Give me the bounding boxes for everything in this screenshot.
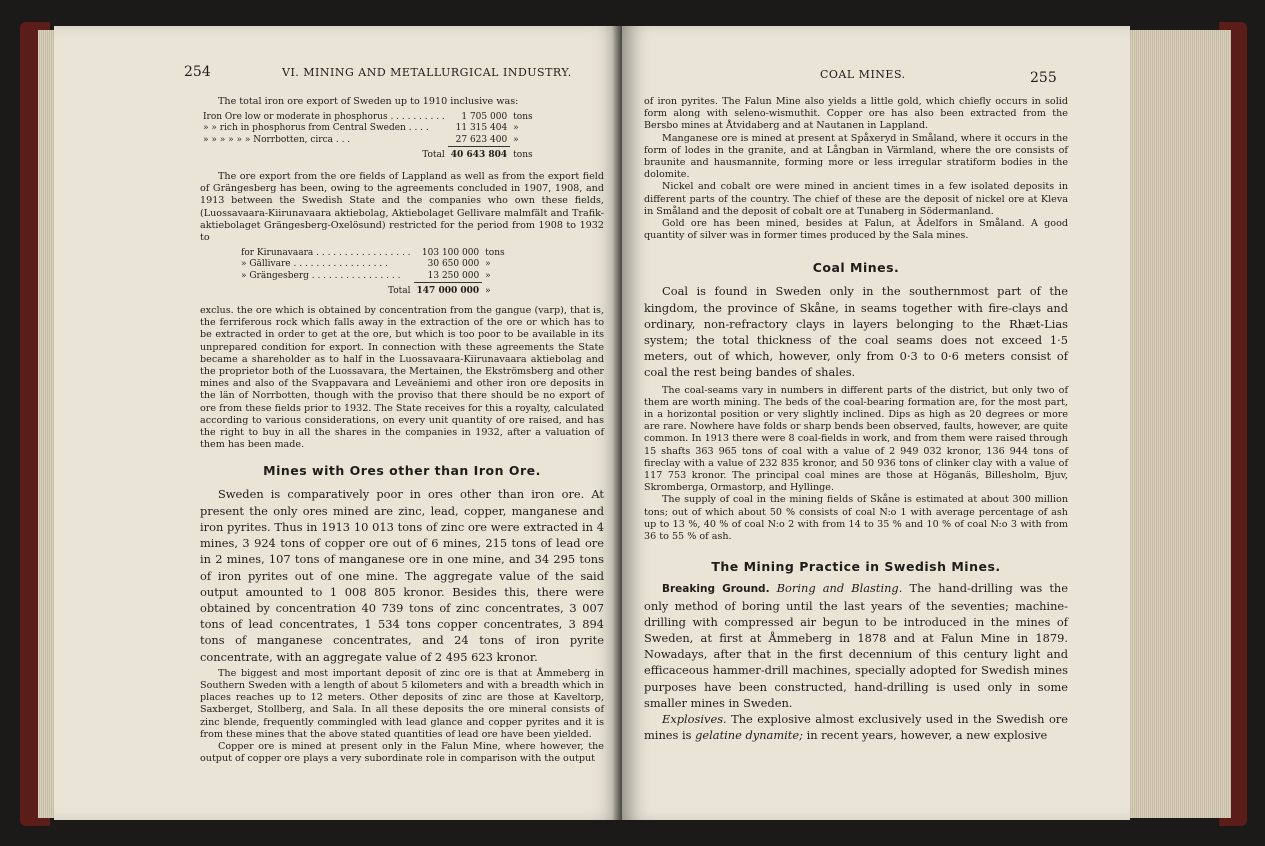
- right-page: [622, 26, 1130, 820]
- paragraph-copper: Copper ore is mined at present only in the Falun Mine, where however, the output of copper ore plays a very subordinate role in comparison with the output: [200, 740, 604, 765]
- page-edges-right: [1119, 30, 1231, 818]
- running-head: VI. MINING AND METALLURGICAL INDUSTRY.: [282, 66, 572, 79]
- section-heading: The Mining Practice in Swedish Mines.: [711, 559, 1001, 575]
- page-number: 254: [184, 64, 211, 80]
- table-row: » » rich in phosphorus from Central Sweden . . . . 11 315 404 »: [203, 123, 519, 134]
- paragraph-ore-fields: The ore export from the ore fields of Lappland as well as from the export field of Grängesberg has been, owing to the agreements concluded in 1907, 1908, and 1913 between the Swedish State and the companies who own these fields, (Luossavaara-Kiirunavaara aktiebolag, Aktiebolaget Gellivare malmfält and Trafik-aktiebolaget Grängesberg-Oxelösund) restricted for the period from 1908 to 1932 to: [200, 171, 604, 244]
- export-table: [200, 112, 536, 161]
- paragraph-coal-supply: The supply of coal in the mining fields of Skåne is estimated at about 300 million tons; out of which about 50 % consists of coal N:o 1 with average percentage of ash up to 13 %, 40 % of coal N:o 2 with from 14 to 35 % and 10 % of coal N:o 3 with from 36 to 55 % of ash.: [644, 494, 1068, 543]
- paragraph-explosives: Explosives. The explosive almost exclusively used in the Swedish ore mines is gelatine dynamite; in recent years, however, a new explosive: [644, 711, 1068, 743]
- table-row: » Gällivare . . . . . . . . . . . . . . . . . 30 650 000 »: [241, 259, 491, 270]
- left-page: [54, 26, 622, 820]
- table-row: » » » » » » Norrbotten, circa . . . 27 623 400 »: [203, 134, 519, 145]
- paragraph-nickel-cobalt: Nickel and cobalt ore were mined in ancient times in a few isolated deposits in different parts of the country. The chief of these are the deposit of nickel ore at Kleva in Småland and the deposit of cobalt ore at Tunaberg in Södermanland.: [644, 181, 1068, 217]
- table-row: Iron Ore low or moderate in phosphorus . . . . . . . . . . 1 705 000 tons: [203, 112, 533, 123]
- paragraph-coal: Coal is found in Sweden only in the southernmost part of the kingdom, the province of Skåne, in seams together with fire-clays and ordinary, non-refractory clays in layers belonging to the Rhæt-Lias system; the total thickness of the coal seams does not exceed 1·5 meters, out of which, however, only from 0·3 to 0·6 meters consist of coal the rest being bandes of shales.: [644, 284, 1068, 380]
- restriction-table: [238, 248, 508, 297]
- paragraph-gangue: exclus. the ore which is obtained by concentration from the gangue (varp), that is, the ferriferous rock which falls away in the extraction of the ore or which has to be extracted in order to get at the ore, but which is too poor to be available in its unprepared condition for export. In connection with these agreements the State became a shareholder as to half in the Luossavaara-Kiirunavaara aktiebolag and the proprietor both of the Luossavara, the Mertainen, the Ekströmsberg and other mines and also of the Svappavara and Leveäniemi and other iron ore deposits in the län of Norrbotten, though with the proviso that there should be no export of ore from these fields prior to 1932. The State receives for this a royalty, calculated according to various considerations, on every unit quantity of ore raised, and has the right to buy in all the shares in the companies in 1932, after a valuation of them has been made.: [200, 305, 604, 451]
- paragraph-zinc: The biggest and most important deposit of zinc ore is that at Åmmeberg in Southern Sweden with a length of about 5 kilometers and with a breadth which in places reaches up to 12 meters. Other deposits of zinc are those at Kaveltorp, Saxberget, Stollberg, and Sala. In all these deposits the ore mineral consists of zinc blende, frequently commingled with lead glance and copper pyrites and it is from these mines that the above stated quantities of lead ore have been yielded.: [200, 667, 604, 740]
- section-heading: Mines with Ores other than Iron Ore.: [263, 463, 541, 479]
- running-head: COAL MINES.: [820, 68, 906, 81]
- table-total-row: Total 40 643 804 tons: [422, 149, 533, 160]
- paragraph-gold: Gold ore has been mined, besides at Falun, at Ädelfors in Småland. A good quantity of silver was in former times produced by the Sala mines.: [644, 218, 1068, 242]
- table-total-row: Total 147 000 000 »: [387, 285, 491, 296]
- paragraph-breaking-ground: Breaking Ground. Boring and Blasting. The hand-drilling was the only method of boring until the last years of the seventies; machine-drilling with compressed air begun to be introduced in the mines of Sweden, at first at Åmmeberg in 1878 and at Falun Mine in 1879. Nowadays, after that in the first decennium of this century light and efficaceous hammer-drill machines, specially adopted for Swedish mines purposes have been constructed, hand-drilling is used only in some smaller mines in Sweden.: [644, 581, 1069, 710]
- paragraph-pyrites: of iron pyrites. The Falun Mine also yields a little gold, which chiefly occurs in solid form along with seleno-wismuthit. Copper ore has also been extracted from the Bersbo mines at Åtvidaberg and at Nautanen in Lappland.: [644, 96, 1068, 132]
- table-row: for Kirunavaara . . . . . . . . . . . . . . . . . 103 100 000 tons: [241, 248, 505, 259]
- paragraph-manganese: Manganese ore is mined at present at Spåxeryd in Småland, where it occurs in the form of lodes in the granite, and at Långban in Värmland, where the ore consists of braunite and hausmannite, forming more or less irregular stratiform bodies in the dolomite.: [644, 132, 1068, 181]
- paragraph-coal-seams: The coal-seams vary in numbers in different parts of the district, but only two of them are worth mining. The beds of the coal-bearing formation are, for the most part, in a horizontal position or very slightly inclined. Dips as high as 20 degrees or more are rare. Nowhere have folds or sharp bends been observed, faults, however, are quite common. In 1913 there were 8 coal-fields in work, and from them were raised through 15 shafts 363 965 tons of coal with a value of 2 949 032 kronor, 136 944 tons of fireclay with a value of 232 835 kronor, and 50 936 tons of clinker clay with a value of 117 753 kronor. The principal coal mines are those at Höganäs, Billesholm, Bjuv, Skromberga, Ormastorp, and Hyllinge.: [644, 384, 1068, 494]
- section-heading: Coal Mines.: [812, 260, 900, 276]
- table-row: » Grängesberg . . . . . . . . . . . . . . . . 13 250 000 »: [241, 270, 491, 281]
- paragraph-other-ores: Sweden is comparatively poor in ores other than iron ore. At present the only ores mined are zinc, lead, copper, manganese and iron pyrites. Thus in 1913 10 013 tons of zinc ore were extracted in 4 mines, 3 924 tons of copper ore out of 6 mines, 215 tons of lead ore in 2 mines, 107 tons of manganese ore in one mine, and 34 295 tons of iron pyrites out of one mine. The aggregate value of the said output amounted to 1 008 805 kronor. Besides this, there were obtained by concentration 40 739 tons of zinc concentrates, 3 007 tons of lead concentrates, 1 534 tons copper concentrates, 3 894 tons of manganese concentrates, and 24 tons of iron pyrite concentrate, with an aggregate value of 2 495 623 kronor.: [200, 487, 604, 664]
- export-intro: The total iron ore export of Sweden up to 1910 inclusive was:: [218, 96, 519, 107]
- page-number: 255: [1030, 70, 1057, 86]
